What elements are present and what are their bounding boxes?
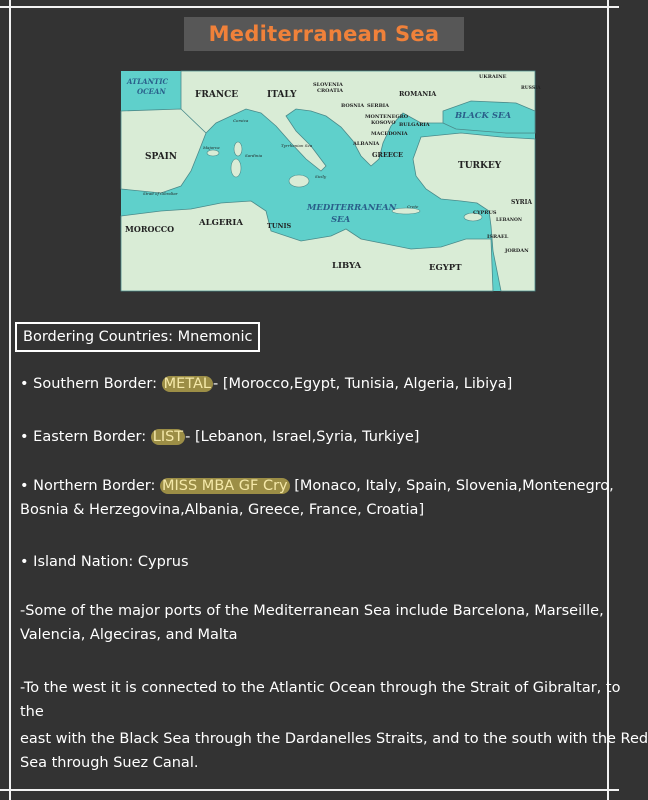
egypt-label: EGYPT <box>429 263 462 273</box>
crete-label: Crete <box>407 204 419 209</box>
mnemonic-heading <box>15 322 260 352</box>
strait-label: Strait of Gibraltar <box>143 191 178 196</box>
southern-prefix: • Southern Border: <box>20 376 162 392</box>
lebanon-label: LEBANON <box>496 218 523 223</box>
atlantic-label: ATLANTIC <box>127 77 169 86</box>
bosnia-label: BOSNIA <box>341 103 365 109</box>
island-nation-line: • Island Nation: Cyprus <box>20 554 189 570</box>
northern-list: [Monaco, Italy, Spain, Slovenia,Montenegro, <box>289 478 614 494</box>
mediterranean-map <box>121 71 541 291</box>
southern-border-line <box>20 372 512 396</box>
algeria-label: ALGERIA <box>199 218 243 228</box>
northern-border-line-2: Bosnia & Herzegovina,Albania, Greece, France, Croatia] <box>20 502 425 518</box>
albania-label: ALBANIA <box>353 141 380 147</box>
jordan-label: JORDAN <box>505 248 529 254</box>
croatia-label: CROATIA <box>317 88 344 94</box>
eastern-border-line <box>20 425 419 449</box>
tunis-label: TUNIS <box>267 222 292 230</box>
slovenia-label: SLOVENIA <box>313 82 343 88</box>
map-image <box>121 71 541 291</box>
ukraine-label: UKRAINE <box>479 74 507 80</box>
france-label: FRANCE <box>195 90 239 100</box>
northern-mnemonic: MISS MBA GF Cry <box>162 478 288 494</box>
romania-label: ROMANIA <box>399 90 437 98</box>
atlantic-label-2: OCEAN <box>137 87 166 96</box>
southern-mnemonic: METAL <box>163 376 211 392</box>
connect-line-2: the <box>20 704 44 720</box>
med-sea-label: MEDITERRANEAN <box>307 203 397 213</box>
majorca-island <box>207 150 219 156</box>
connect-line-1: -To the west it is connected to the Atlantic Ocean through the Strait of Gibraltar, to <box>20 680 621 696</box>
libya-label: LIBYA <box>332 261 362 271</box>
eastern-prefix: • Eastern Border: <box>20 429 151 445</box>
ports-line-2: Valencia, Algeciras, and Malta <box>20 627 238 643</box>
bulgaria-label: BULGARIA <box>399 122 430 128</box>
italy-label: ITALY <box>267 90 297 100</box>
spain-label: SPAIN <box>145 152 178 162</box>
sicily-island <box>289 175 309 187</box>
frame-left-line <box>9 0 11 800</box>
connect-line-4: Sea through Suez Canal. <box>20 755 199 771</box>
majorca-label: Majorca <box>203 145 220 150</box>
black-sea-label: BLACK SEA <box>455 111 512 121</box>
frame-top-line <box>0 6 619 8</box>
mnemonic-heading-text: Bordering Countries: Mnemonic <box>23 329 253 345</box>
sardinia-island <box>231 159 241 177</box>
corsica-label: Corsica <box>233 118 249 123</box>
syria-label: SYRIA <box>511 199 533 206</box>
serbia-label: SERBIA <box>367 103 390 109</box>
greece-label: GREECE <box>372 151 403 159</box>
northern-prefix: • Northern Border: <box>20 478 160 494</box>
turkey-label: TURKEY <box>458 161 502 171</box>
cyprus-label: CYPRUS <box>473 210 497 216</box>
israel-label: ISRAEL <box>487 234 509 240</box>
sardinia-label: Sardinia <box>245 153 263 158</box>
kosovo-label: KOSOVO <box>371 120 396 126</box>
eastern-mnemonic: LIST <box>152 429 184 445</box>
northern-border-line <box>20 474 614 498</box>
title-box <box>184 17 464 51</box>
page-title: Mediterranean Sea <box>208 22 440 46</box>
corsica-island <box>234 142 242 156</box>
montenegro-label: MONTENEGRO <box>365 114 409 120</box>
russia-label: RUSSIA <box>521 86 541 91</box>
morocco-label: MOROCCO <box>125 224 175 234</box>
frame-bottom-line <box>0 789 619 791</box>
southern-list: - [Morocco,Egypt, Tunisia, Algeria, Libiya] <box>213 376 513 392</box>
connect-line-3: east with the Black Sea through the Dardanelles Straits, and to the south with the Red <box>20 731 648 747</box>
macedonia-label: MACEDONIA <box>371 131 408 137</box>
sicily-label: Sicily <box>315 174 327 179</box>
eastern-list: - [Lebanon, Israel,Syria, Turkiye] <box>185 429 420 445</box>
ports-line-1: -Some of the major ports of the Mediterranean Sea include Barcelona, Marseille, <box>20 603 604 619</box>
med-sea-label-2: SEA <box>331 215 351 225</box>
tyrrhenian-label: Tyrrhenian Sea <box>281 143 313 148</box>
